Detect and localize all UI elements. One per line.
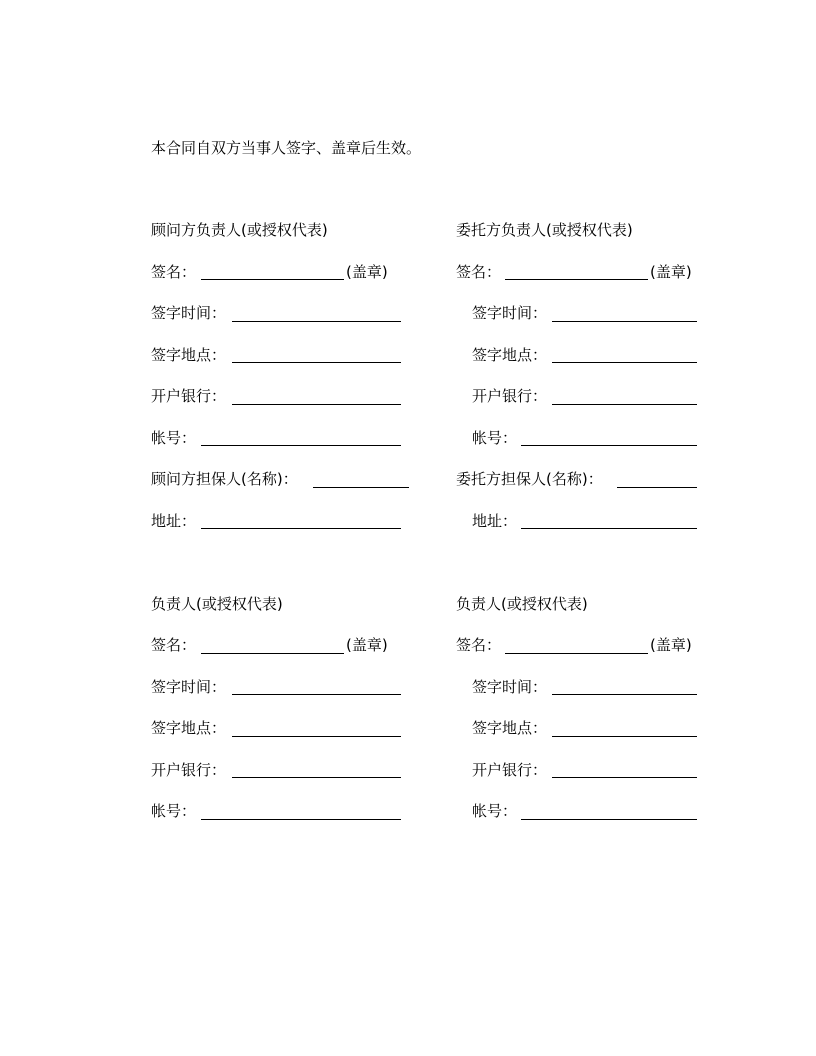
consultant-sign-place-label: 签字地点：	[151, 346, 227, 364]
consultant-sign-time-field[interactable]	[232, 321, 401, 322]
left-guarantor-sign-time-label: 签字时间：	[151, 678, 227, 696]
left-guarantor-account-field[interactable]	[201, 819, 401, 820]
consultant-sign-label: 签名：	[151, 263, 197, 281]
left-guarantor-sign-place-field[interactable]	[232, 736, 401, 737]
consultant-account-field[interactable]	[201, 445, 401, 446]
client-account-label: 帐号：	[472, 429, 518, 447]
client-sign-label: 签名：	[456, 263, 502, 281]
right-guarantor-account-label: 帐号：	[472, 802, 518, 820]
right-guarantor-bank-field[interactable]	[552, 777, 697, 778]
right-guarantor-sign-time-label: 签字时间：	[472, 678, 548, 696]
client-guarantor-field[interactable]	[617, 487, 697, 488]
consultant-representative-heading: 顾问方负责人(或授权代表)	[151, 221, 328, 239]
consultant-guarantor-label: 顾问方担保人(名称)：	[151, 470, 298, 488]
client-sign-time-field[interactable]	[552, 321, 697, 322]
consultant-sign-field[interactable]	[201, 279, 344, 280]
client-bank-label: 开户银行：	[472, 387, 548, 405]
left-guarantor-sign-field[interactable]	[201, 653, 344, 654]
right-guarantor-account-field[interactable]	[521, 819, 697, 820]
right-guarantor-representative-heading: 负责人(或授权代表)	[456, 595, 588, 613]
left-guarantor-bank-label: 开户银行：	[151, 761, 227, 779]
left-guarantor-bank-field[interactable]	[232, 777, 401, 778]
right-guarantor-bank-label: 开户银行：	[472, 761, 548, 779]
client-sign-place-label: 签字地点：	[472, 346, 548, 364]
contract-effective-statement: 本合同自双方当事人签字、盖章后生效。	[151, 139, 422, 157]
left-guarantor-representative-heading: 负责人(或授权代表)	[151, 595, 283, 613]
client-bank-field[interactable]	[552, 404, 697, 405]
consultant-bank-field[interactable]	[232, 404, 401, 405]
consultant-bank-label: 开户银行：	[151, 387, 227, 405]
consultant-address-field[interactable]	[201, 528, 401, 529]
consultant-sign-place-field[interactable]	[232, 362, 401, 363]
left-guarantor-sign-time-field[interactable]	[232, 694, 401, 695]
client-representative-heading: 委托方负责人(或授权代表)	[456, 221, 633, 239]
left-guarantor-account-label: 帐号：	[151, 802, 197, 820]
right-guarantor-sign-label: 签名：	[456, 636, 502, 654]
client-account-field[interactable]	[521, 445, 697, 446]
client-sign-place-field[interactable]	[552, 362, 697, 363]
consultant-address-label: 地址：	[151, 512, 197, 530]
right-guarantor-sign-place-label: 签字地点：	[472, 719, 548, 737]
right-guarantor-sign-time-field[interactable]	[552, 694, 697, 695]
client-sign-time-label: 签字时间：	[472, 304, 548, 322]
right-guarantor-seal-label: (盖章)	[650, 636, 692, 654]
consultant-sign-time-label: 签字时间：	[151, 304, 227, 322]
client-guarantor-label: 委托方担保人(名称)：	[456, 470, 603, 488]
left-guarantor-seal-label: (盖章)	[346, 636, 388, 654]
consultant-seal-label: (盖章)	[346, 263, 388, 281]
client-address-field[interactable]	[521, 528, 697, 529]
left-guarantor-sign-place-label: 签字地点：	[151, 719, 227, 737]
consultant-account-label: 帐号：	[151, 429, 197, 447]
consultant-guarantor-field[interactable]	[313, 487, 409, 488]
right-guarantor-sign-place-field[interactable]	[552, 736, 697, 737]
left-guarantor-sign-label: 签名：	[151, 636, 197, 654]
client-address-label: 地址：	[472, 512, 518, 530]
client-seal-label: (盖章)	[650, 263, 692, 281]
client-sign-field[interactable]	[505, 279, 648, 280]
right-guarantor-sign-field[interactable]	[505, 653, 648, 654]
